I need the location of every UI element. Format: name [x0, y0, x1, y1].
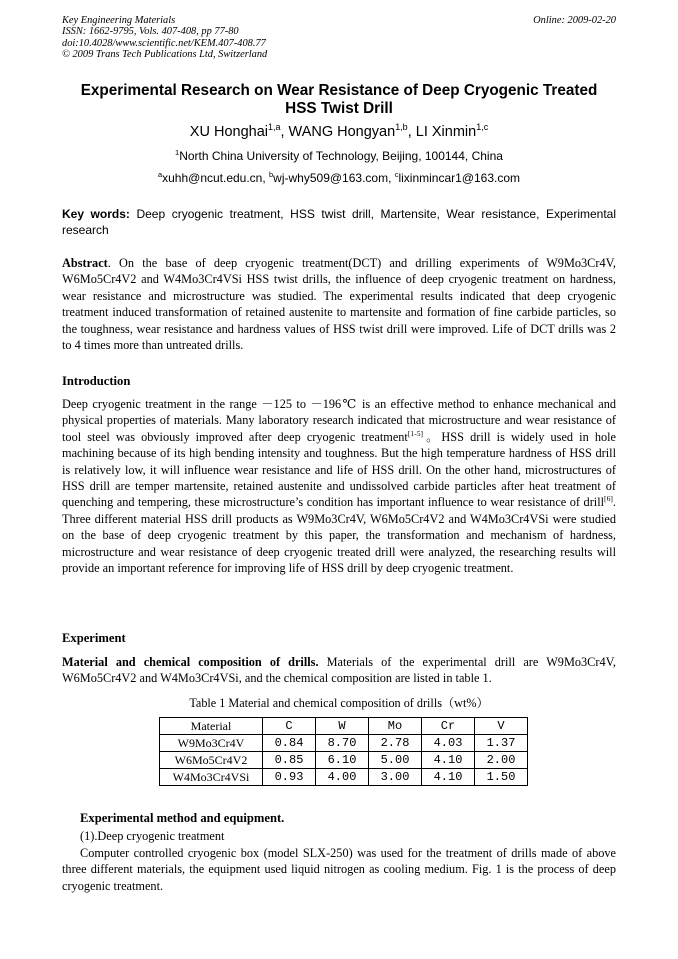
citation-ref[interactable]: [6] — [604, 494, 613, 504]
table-caption: Table 1 Material and chemical composition of drills（wt%） — [189, 696, 489, 710]
materials-text: Materials of the experimental drill are W9Mo3Cr4V, W6Mo5Cr4V2 and W4Mo3Cr4VSi, and the chemical composition are listed in table 1. — [62, 655, 616, 686]
title-line-2: HSS Twist Drill — [285, 100, 393, 117]
table-header-row — [160, 718, 528, 735]
table-cell: 1.37 — [475, 735, 528, 752]
table-row — [160, 752, 528, 769]
email-list: $^a$xuhh@ncut.edu.cn, $^b$wj-why509@163.com, $^c$lixinmincar1@163.com — [157, 170, 521, 185]
table-row — [160, 735, 528, 752]
table-cell: 4.10 — [422, 752, 475, 769]
table-row — [160, 769, 528, 786]
page-header — [62, 15, 616, 61]
intro-text-3: . Three different material HSS drill products as W9Mo3Cr4V, W6Mo5Cr4V2 and W4Mo3Cr4VSi were studied on the base of deep cryogenic treatment by this paper, the transformation and mechanism of hardness, microstructure and wear resistance of deep cryogenic treated drill were analyzed, the researching results will provide an important reference for improving life of HSS drill by deep cryogenic treatment. — [62, 495, 616, 576]
email-sup: a — [157, 170, 163, 179]
table-cell: 6.10 — [316, 752, 369, 769]
affiliation-text: North China University of Technology, Beijing, 100144, China — [179, 149, 503, 163]
table-cell: 8.70 — [316, 735, 369, 752]
author-list: XU Honghai$^{1,a}$, WANG Hongyan$^{1,b}$, LI Xinmin$^{1,c}$ — [189, 122, 489, 140]
table-cell: 4.03 — [422, 735, 475, 752]
email-sup: c — [394, 170, 399, 179]
table-header-cell: Mo — [369, 718, 422, 735]
journal-name: Key Engineering Materials — [62, 15, 176, 26]
email-link[interactable]: wj-why509@163.com — [273, 171, 389, 185]
keywords — [62, 207, 616, 238]
citation-ref[interactable]: [1-5] — [407, 428, 424, 438]
intro-text-1: Deep cryogenic treatment in the range －125 to －196℃ is an effective method to enhance mechanical and physical properties of materials. Many laboratory research indicated that microstructure and wear resistance of tool steel was obviously improved after deep cryogenic treatment — [62, 397, 616, 444]
affiliation-sup: 1 — [175, 148, 180, 157]
doi-line: doi:10.4028/www.scientific.net/KEM.407-408.77 — [62, 37, 266, 49]
keywords-label: Key words: — [62, 207, 130, 221]
intro-text-2: 。HSS drill is widely used in hole machining because of its high bending intensity and toughness. But the high temperature hardness of HSS drill is relatively low, it will influence wear resistance and life of HSS drill. On the other hand, microstructures of HSS drill are temper martensite, retained austenite and undissolved carbide particles after heat treatment of quenching and tempering, these microstructure’s condition has important influence to wear resistance of drill — [62, 429, 616, 510]
author-name: LI Xinmin — [415, 124, 477, 140]
abstract — [62, 255, 616, 353]
online-date: Online: 2009-02-20 — [533, 15, 616, 26]
keywords-text: Deep cryogenic treatment, HSS twist drill, Martensite, Wear resistance, Experimental research — [62, 207, 617, 237]
table-cell: 2.00 — [475, 752, 528, 769]
table-cell: 0.93 — [263, 769, 316, 786]
table-cell: 4.10 — [422, 769, 475, 786]
table-cell-material: W6Mo5Cr4V2 — [160, 752, 263, 769]
email-sup: b — [269, 170, 274, 179]
table-header-cell: V — [475, 718, 528, 735]
composition-table — [159, 717, 528, 786]
author-sup: 1,b — [395, 122, 408, 133]
table-cell: 5.00 — [369, 752, 422, 769]
table-header-cell: C — [263, 718, 316, 735]
table-cell-material: W4Mo3Cr4VSi — [160, 769, 263, 786]
author-sup: 1,a — [267, 122, 281, 133]
author-name: WANG Hongyan — [288, 124, 396, 140]
materials-paragraph — [62, 654, 616, 687]
method-paragraph: Computer controlled cryogenic box (model SLX-250) was used for the treatment of drills made of above three different materials, the equipment used liquid nitrogen as cooling medium. Fig. 1 is the process of deep cryogenic treatment. — [62, 846, 616, 893]
paper-title — [62, 82, 616, 118]
table-cell: 1.50 — [475, 769, 528, 786]
email-link[interactable]: lixinmincar1@163.com — [398, 171, 521, 185]
introduction-body — [62, 396, 616, 576]
method-subheading: Experimental method and equipment. — [80, 811, 285, 825]
experiment-heading: Experiment — [62, 631, 126, 645]
abstract-text: . On the base of deep cryogenic treatment(DCT) and drilling experiments of W9Mo3Cr4V, W6Mo5Cr4V2 and W4Mo3Cr4VSi HSS twist drills, the influence of deep cryogenic treatment on hardness, wear resistance and microstructure was studied. The experimental results indicated that deep cryogenic treatment induced transformation of retained austenite to martensite and formation of fine carbide particles, so the toughness, wear resistance and hardness values of HSS twist drill were improved. Life of DCT drills was 2 to 4 times more than untreated drills. — [62, 256, 616, 353]
email-link[interactable]: xuhh@ncut.edu.cn — [162, 171, 263, 185]
copyright-line: © 2009 Trans Tech Publications Ltd, Switzerland — [62, 49, 268, 61]
table-header-cell: W — [316, 718, 369, 735]
table-cell: 2.78 — [369, 735, 422, 752]
affiliation — [62, 149, 616, 163]
introduction-heading: Introduction — [62, 374, 131, 388]
table-header-cell: Cr — [422, 718, 475, 735]
materials-subheading: Material and chemical composition of drills. — [62, 655, 319, 669]
title-line-1: Experimental Research on Wear Resistance of Deep Cryogenic Treated — [80, 82, 598, 99]
table-cell: 4.00 — [316, 769, 369, 786]
table-cell: 3.00 — [369, 769, 422, 786]
table-cell: 0.84 — [263, 735, 316, 752]
deep-cryogenic-item: (1).Deep cryogenic treatment — [80, 829, 225, 843]
table-cell: 0.85 — [263, 752, 316, 769]
author-name: XU Honghai — [189, 124, 268, 140]
abstract-label: Abstract — [62, 256, 108, 270]
issn-line: ISSN: 1662-9795, Vols. 407-408, pp 77-80 — [62, 26, 239, 38]
table-header-cell: Material — [160, 718, 263, 735]
table-cell-material: W9Mo3Cr4V — [160, 735, 263, 752]
author-sup: 1,c — [476, 122, 489, 133]
